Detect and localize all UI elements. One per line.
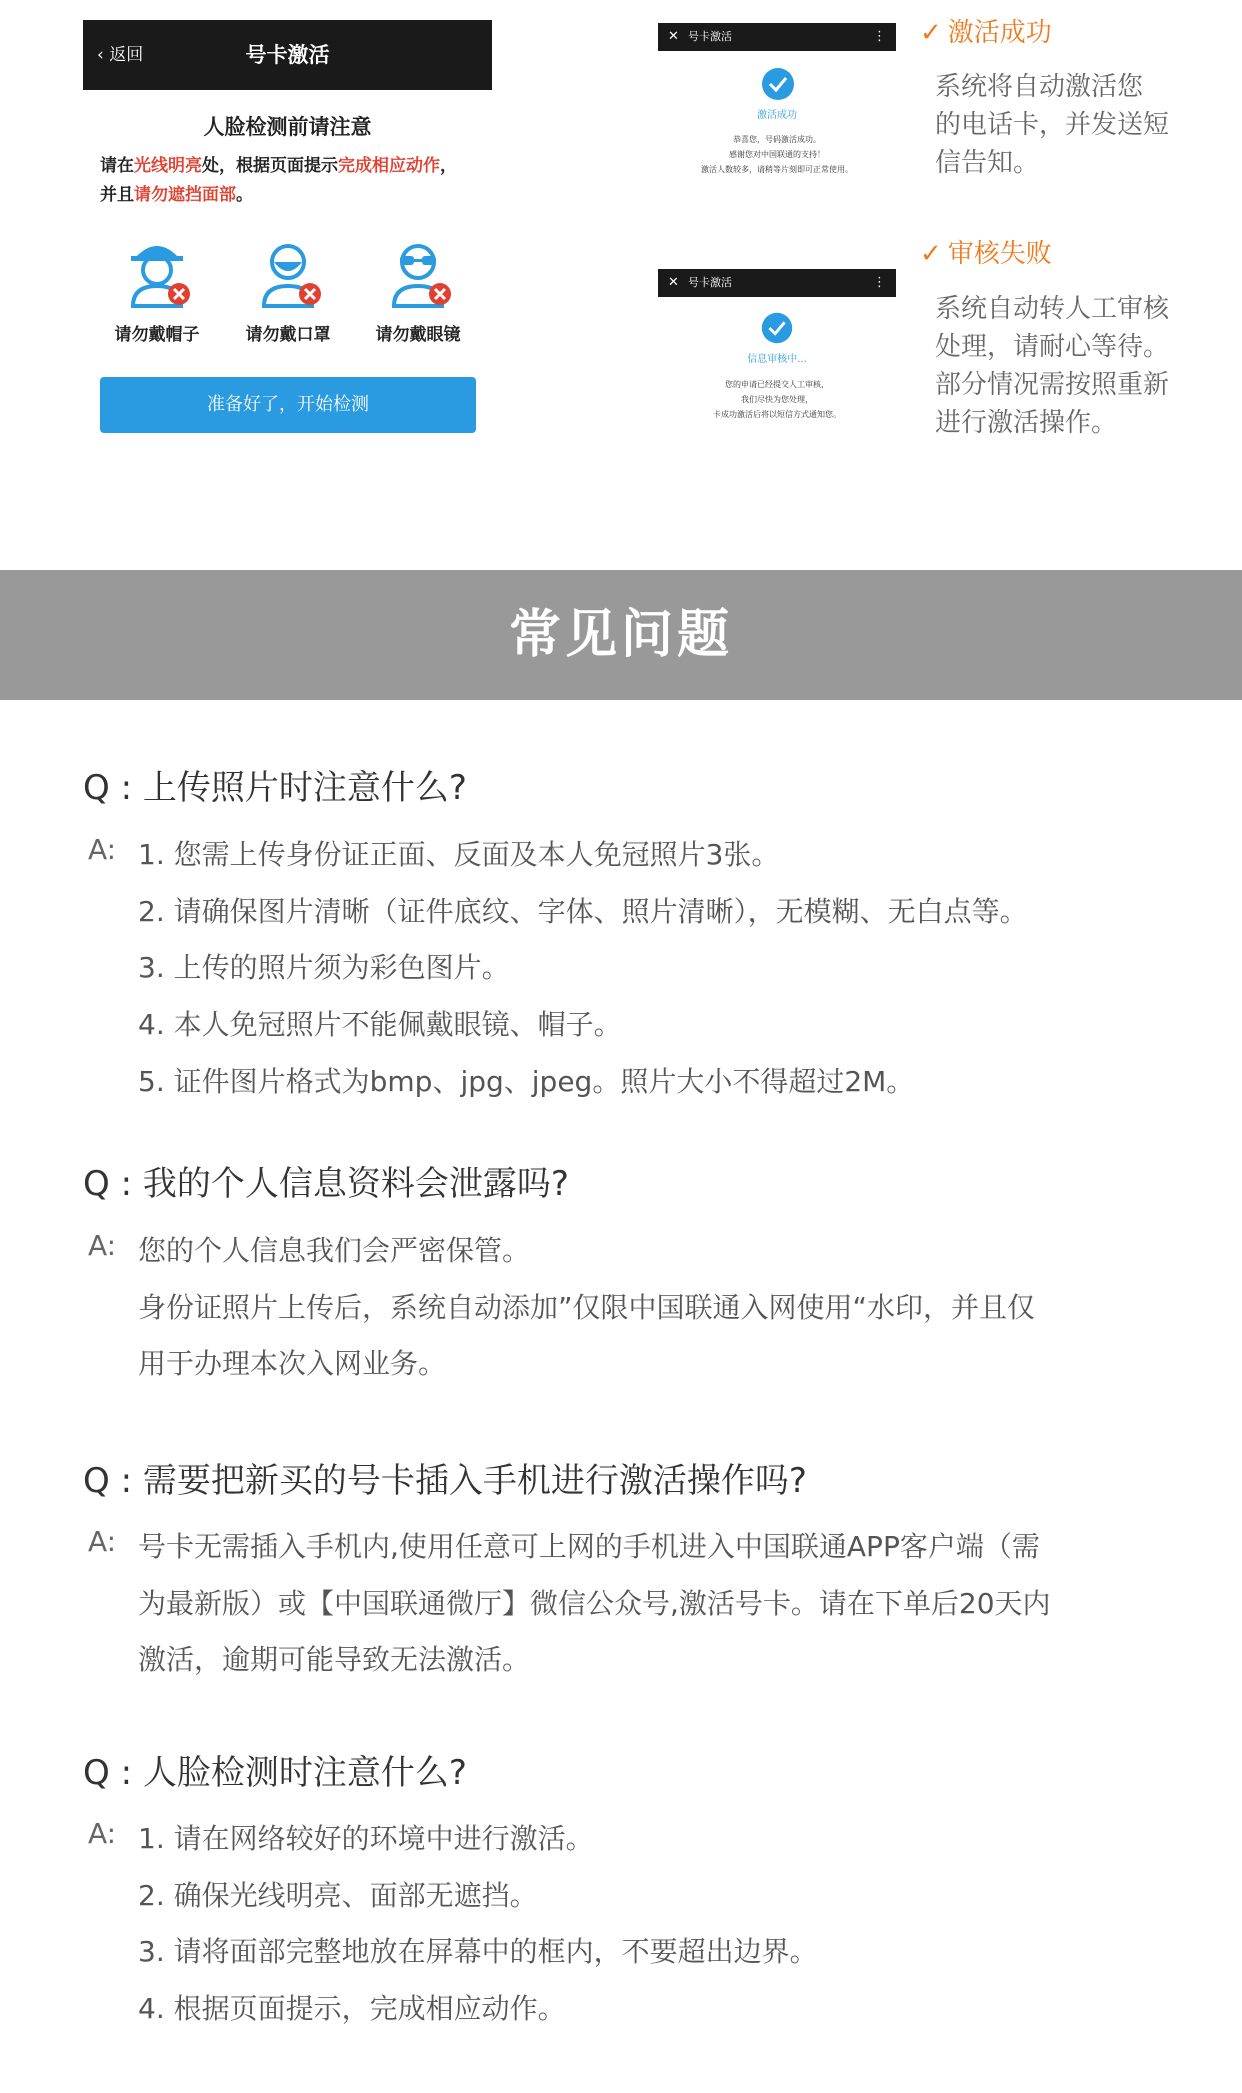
- no-hat-item: [97, 232, 217, 345]
- back-button[interactable]: ‹ 返回: [97, 45, 144, 65]
- start-detection-button[interactable]: 准备好了，开始检测: [100, 377, 476, 433]
- desc-text: 处，根据页面提示: [202, 156, 338, 176]
- faq-answer-line: 1. 请在网络较好的环境中进行激活。: [138, 1822, 594, 1855]
- back-label: 返回: [109, 45, 144, 65]
- phone-header-bar: [83, 20, 492, 90]
- glasses-icon: [378, 232, 458, 312]
- status-line: 系统自动转人工审核: [935, 294, 1170, 324]
- status-success-title: 激活成功: [947, 18, 1052, 48]
- desc-text: 请在: [100, 156, 134, 176]
- desc-highlight: 完成相应动作: [338, 156, 440, 176]
- notice-title: 人脸检测前请注意: [203, 115, 372, 139]
- faq-answer-line: 为最新版）或【中国联通微厅】微信公众号,激活号卡。请在下单后20天内: [138, 1587, 1051, 1620]
- faq-answer-line: 号卡无需插入手机内,使用任意可上网的手机进入中国联通APP客户端（需: [138, 1530, 1040, 1563]
- faq-question: Q : 我的个人信息资料会泄露吗?: [83, 1164, 569, 1204]
- status-success-heading: [920, 12, 1052, 49]
- status-line: 信告知。: [935, 148, 1040, 178]
- faq-answer-label: A:: [88, 1525, 117, 1558]
- mask-icon: [248, 232, 328, 312]
- faq-answer-line: 激活，逾期可能导致无法激活。: [138, 1643, 531, 1676]
- success-screen-title: 号卡激活: [688, 30, 732, 43]
- faq-answer-label: A:: [88, 1817, 117, 1850]
- faq-answer-line: 身份证照片上传后，系统自动添加”仅限中国联通入网使用“水印，并且仅: [138, 1291, 1036, 1324]
- success-line-3: 激活人数较多，请稍等片刻即可正常使用。: [701, 165, 853, 174]
- more-icon[interactable]: ⋮: [873, 275, 886, 290]
- faq-question: Q : 人脸检测时注意什么?: [83, 1753, 467, 1793]
- faq-answer-label: A:: [88, 833, 117, 866]
- success-screen-bar: [658, 23, 896, 51]
- status-line: 处理，请耐心等待。: [935, 332, 1170, 362]
- faq-answer-label: A:: [88, 1229, 117, 1262]
- success-line-1: 恭喜您，号码激活成功。: [733, 135, 821, 144]
- faq-answer-line: 4. 根据页面提示，完成相应动作。: [138, 1992, 566, 2025]
- faq-answer-line: 您的个人信息我们会严密保管。: [138, 1234, 531, 1267]
- desc-highlight: 光线明亮: [134, 156, 202, 176]
- desc-text: 并且: [100, 185, 134, 205]
- status-fail-body: [935, 290, 1169, 442]
- review-screen-title: 号卡激活: [688, 276, 732, 289]
- review-check-icon: [758, 309, 796, 351]
- faq-answer-line: 1. 您需上传身份证正面、反面及本人免冠照片3张。: [138, 838, 780, 871]
- review-line-2: 我们尽快为您处理，: [741, 395, 813, 404]
- success-line-2: 感谢您对中国联通的支持！: [729, 150, 825, 159]
- faq-answer-line: 2. 请确保图片清晰（证件底纹、字体、照片清晰），无模糊、无白点等。: [138, 895, 1028, 928]
- close-icon[interactable]: ✕: [668, 275, 679, 290]
- close-icon[interactable]: ✕: [668, 29, 679, 44]
- status-line: 的电话卡，并发送短: [935, 110, 1170, 140]
- desc-highlight: 请勿遮挡面部: [134, 185, 236, 205]
- success-check-icon: [758, 64, 798, 108]
- faq-banner: 常见问题: [0, 570, 1242, 700]
- desc-text: ，: [440, 156, 457, 176]
- faq-answer-line: 4. 本人免冠照片不能佩戴眼镜、帽子。: [138, 1008, 622, 1041]
- status-fail-heading: [920, 233, 1052, 270]
- faq-answer-line: 3. 上传的照片须为彩色图片。: [138, 951, 510, 984]
- review-line-3: 卡成功激活后将以短信方式通知您。: [713, 410, 841, 419]
- hat-icon: [117, 232, 197, 312]
- no-glasses-item: [358, 232, 478, 345]
- check-icon: ✓: [920, 239, 942, 269]
- status-line: 进行激活操作。: [935, 408, 1118, 438]
- faq-answer-line: 2. 确保光线明亮、面部无遮挡。: [138, 1879, 538, 1912]
- review-line-1: 您的申请已经提交人工审核，: [725, 380, 829, 389]
- faq-answer-line: 5. 证件图片格式为bmp、jpg、jpeg。照片大小不得超过2M。: [138, 1065, 915, 1098]
- phone-title: 号卡激活: [245, 43, 330, 67]
- check-icon: ✓: [920, 18, 942, 48]
- more-icon[interactable]: ⋮: [873, 29, 886, 44]
- review-screen-bar: [658, 269, 896, 297]
- status-line: 系统将自动激活您: [935, 72, 1144, 102]
- no-mask-item: [228, 232, 348, 345]
- status-line: 部分情况需按照重新: [935, 370, 1170, 400]
- faq-question: Q : 上传照片时注意什么?: [83, 768, 467, 808]
- status-fail-title: 审核失败: [947, 239, 1052, 269]
- faq-question: Q : 需要把新买的号卡插入手机进行激活操作吗?: [83, 1461, 807, 1501]
- desc-text: 。: [236, 185, 253, 205]
- review-heading: 信息审核中...: [747, 354, 807, 365]
- item-label: 请勿戴眼镜: [375, 325, 461, 345]
- notice-description: [100, 152, 490, 210]
- faq-answer-line: 3. 请将面部完整地放在屏幕中的框内，不要超出边界。: [138, 1935, 818, 1968]
- item-label: 请勿戴口罩: [245, 325, 331, 345]
- item-label: 请勿戴帽子: [114, 325, 200, 345]
- status-success-body: [935, 68, 1169, 182]
- success-heading: 激活成功: [757, 110, 797, 121]
- faq-answer-line: 用于办理本次入网业务。: [138, 1347, 447, 1380]
